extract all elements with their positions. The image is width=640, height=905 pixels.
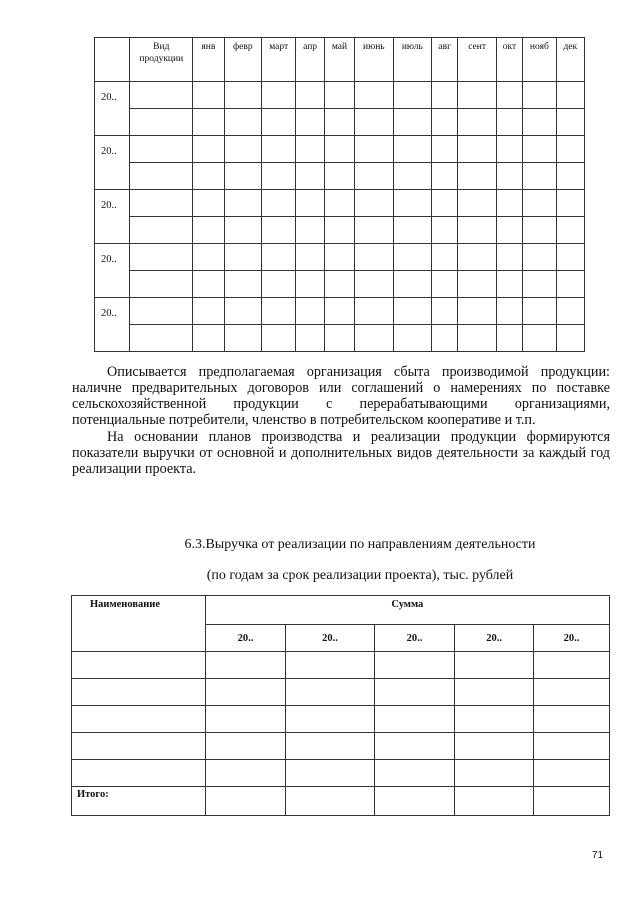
table-cell <box>355 325 393 352</box>
header-month: июнь <box>355 38 393 82</box>
table-cell <box>355 82 393 109</box>
header-sum: Сумма <box>205 596 609 625</box>
table-cell <box>458 136 496 163</box>
table-header-row <box>72 596 610 625</box>
table-cell <box>355 163 393 190</box>
table-cell <box>262 82 296 109</box>
table-cell <box>286 679 374 706</box>
table-cell <box>534 787 610 816</box>
section-subheading: (по годам за срок реализации проекта), тыс. рублей <box>206 568 514 583</box>
table-cell <box>130 136 193 163</box>
production-by-month-table <box>94 37 585 352</box>
table-cell <box>72 733 206 760</box>
table-row <box>95 271 585 298</box>
table-cell <box>393 190 431 217</box>
table-cell <box>262 217 296 244</box>
table-cell <box>130 163 193 190</box>
table-cell <box>205 760 286 787</box>
header-year: 20.. <box>455 625 534 652</box>
table-cell <box>355 244 393 271</box>
table-cell <box>72 706 206 733</box>
table-cell <box>556 163 584 190</box>
table-cell <box>458 82 496 109</box>
table-cell <box>262 325 296 352</box>
year-label: 20.. <box>95 190 130 244</box>
table-cell <box>205 679 286 706</box>
table-cell <box>432 325 458 352</box>
table-cell <box>324 82 354 109</box>
table-cell <box>496 190 522 217</box>
total-row <box>72 787 610 816</box>
table-cell <box>455 760 534 787</box>
table-cell <box>324 244 354 271</box>
table-cell <box>296 271 324 298</box>
table-cell <box>72 760 206 787</box>
header-year: 20.. <box>374 625 455 652</box>
table-cell <box>224 298 261 325</box>
table-cell <box>262 109 296 136</box>
header-month: дек <box>556 38 584 82</box>
table-cell <box>224 190 261 217</box>
table-row <box>95 244 585 271</box>
table-cell <box>355 109 393 136</box>
table-header-row <box>95 38 585 82</box>
table-cell <box>496 163 522 190</box>
header-month: окт <box>496 38 522 82</box>
table-cell <box>296 190 324 217</box>
table-cell <box>496 298 522 325</box>
table-cell <box>523 244 556 271</box>
table-cell <box>193 217 224 244</box>
table-cell <box>355 136 393 163</box>
table-cell <box>496 271 522 298</box>
table-cell <box>523 298 556 325</box>
table-cell <box>374 706 455 733</box>
table-cell <box>130 217 193 244</box>
table-row <box>95 163 585 190</box>
table-cell <box>286 787 374 816</box>
table-cell <box>556 325 584 352</box>
header-month: июль <box>393 38 431 82</box>
table-cell <box>393 325 431 352</box>
table-cell <box>324 163 354 190</box>
table-cell <box>193 325 224 352</box>
table-cell <box>534 652 610 679</box>
table-cell <box>556 109 584 136</box>
table-cell <box>224 244 261 271</box>
table-cell <box>224 136 261 163</box>
table-cell <box>455 706 534 733</box>
paragraph-revenue-indicators: На основании планов производства и реализации продукции формируются показатели выручки от основной и дополнительных видов деятельности за каждый год реализации проекта. <box>72 429 610 477</box>
table-cell <box>432 298 458 325</box>
table-cell <box>324 298 354 325</box>
table-row <box>72 652 610 679</box>
table-cell <box>374 733 455 760</box>
header-month: апр <box>296 38 324 82</box>
table-cell <box>193 163 224 190</box>
table-cell <box>296 109 324 136</box>
table-cell <box>224 109 261 136</box>
table-row <box>95 136 585 163</box>
paragraph-sales-organization: Описывается предполагаемая организация сбыта производимой продукции: наличне предварительных договоров или соглашений о намерениях по поставке сельскохозяйственной продукции с перерабатывающими организациями, потенциальные потребители, членство в потребительском кооперативе и т.п. <box>72 364 610 428</box>
table-cell <box>374 652 455 679</box>
table-cell <box>523 109 556 136</box>
table-cell <box>534 760 610 787</box>
table-cell <box>130 271 193 298</box>
table-cell <box>432 136 458 163</box>
table-cell <box>523 82 556 109</box>
header-month: май <box>324 38 354 82</box>
table-cell <box>455 733 534 760</box>
table-cell <box>262 298 296 325</box>
table-cell <box>130 325 193 352</box>
table-cell <box>355 271 393 298</box>
table-cell <box>286 733 374 760</box>
table-cell <box>205 787 286 816</box>
header-month: март <box>262 38 296 82</box>
table-row <box>72 706 610 733</box>
table-cell <box>393 163 431 190</box>
table-cell <box>262 190 296 217</box>
table-cell <box>224 82 261 109</box>
table-cell <box>556 136 584 163</box>
year-label: 20.. <box>95 82 130 136</box>
table-cell <box>72 679 206 706</box>
table-cell <box>286 760 374 787</box>
table-cell <box>262 244 296 271</box>
table-cell <box>193 109 224 136</box>
table-cell <box>455 787 534 816</box>
section-heading: 6.3.Выручка от реализации по направлениям деятельности <box>184 537 536 552</box>
table-cell <box>130 190 193 217</box>
table-cell <box>374 787 455 816</box>
table-cell <box>458 325 496 352</box>
table-cell <box>393 271 431 298</box>
table-cell <box>324 217 354 244</box>
table-cell <box>296 163 324 190</box>
table-cell <box>130 298 193 325</box>
header-month: авг <box>432 38 458 82</box>
table-cell <box>432 217 458 244</box>
table-cell <box>374 679 455 706</box>
table-cell <box>324 109 354 136</box>
table-cell <box>224 217 261 244</box>
table-cell <box>324 190 354 217</box>
table-row <box>95 298 585 325</box>
table-cell <box>432 190 458 217</box>
table-cell <box>458 217 496 244</box>
table-cell <box>523 190 556 217</box>
table-cell <box>286 652 374 679</box>
table-cell <box>193 298 224 325</box>
table-cell <box>72 652 206 679</box>
table-cell <box>355 298 393 325</box>
header-month: нояб <box>523 38 556 82</box>
header-name: Наименование <box>72 596 206 652</box>
table-cell <box>556 298 584 325</box>
table-row <box>95 109 585 136</box>
table-cell <box>496 217 522 244</box>
table-cell <box>432 271 458 298</box>
table-cell <box>130 244 193 271</box>
table-cell <box>393 136 431 163</box>
table-cell <box>496 109 522 136</box>
table-cell <box>130 109 193 136</box>
table-cell <box>496 244 522 271</box>
table-cell <box>393 109 431 136</box>
year-label: 20.. <box>95 136 130 190</box>
total-label: Итого: <box>72 787 206 816</box>
table-cell <box>458 271 496 298</box>
table-cell <box>296 298 324 325</box>
revenue-table <box>71 595 610 816</box>
table-row <box>72 760 610 787</box>
table-row <box>72 733 610 760</box>
table-cell <box>286 706 374 733</box>
table-cell <box>534 679 610 706</box>
table-cell <box>224 271 261 298</box>
table-cell <box>324 271 354 298</box>
table-cell <box>556 217 584 244</box>
table-cell <box>432 163 458 190</box>
table-cell <box>458 163 496 190</box>
table-cell <box>556 190 584 217</box>
table-cell <box>496 136 522 163</box>
table-cell <box>432 82 458 109</box>
table-row <box>95 217 585 244</box>
table-cell <box>193 244 224 271</box>
table-cell <box>262 136 296 163</box>
table-cell <box>130 82 193 109</box>
year-label: 20.. <box>95 298 130 352</box>
table-cell <box>393 244 431 271</box>
table-cell <box>374 760 455 787</box>
table-cell <box>432 109 458 136</box>
table-cell <box>224 163 261 190</box>
table-cell <box>455 679 534 706</box>
table-cell <box>496 325 522 352</box>
header-month: янв <box>193 38 224 82</box>
page-number: 71 <box>592 850 604 861</box>
table-cell <box>534 733 610 760</box>
table-cell <box>523 325 556 352</box>
year-label: 20.. <box>95 244 130 298</box>
table-cell <box>193 271 224 298</box>
table-cell <box>193 82 224 109</box>
table-cell <box>205 652 286 679</box>
table-cell <box>355 217 393 244</box>
table-cell <box>556 271 584 298</box>
table-cell <box>458 244 496 271</box>
header-year: 20.. <box>286 625 374 652</box>
header-year: 20.. <box>534 625 610 652</box>
table-cell <box>296 136 324 163</box>
header-month: февр <box>224 38 261 82</box>
table-row <box>72 679 610 706</box>
table-cell <box>393 217 431 244</box>
table-cell <box>393 298 431 325</box>
table-cell <box>355 190 393 217</box>
table-cell <box>224 325 261 352</box>
table-cell <box>455 652 534 679</box>
table-cell <box>296 82 324 109</box>
table-cell <box>262 163 296 190</box>
table-cell <box>296 325 324 352</box>
table-cell <box>523 163 556 190</box>
table-cell <box>523 136 556 163</box>
table-cell <box>432 244 458 271</box>
table-cell <box>496 82 522 109</box>
table-cell <box>205 733 286 760</box>
header-empty-cell <box>95 38 130 82</box>
table-cell <box>324 136 354 163</box>
table-cell <box>324 325 354 352</box>
table-row <box>95 190 585 217</box>
table-row <box>95 325 585 352</box>
table-cell <box>262 271 296 298</box>
table-row <box>95 82 585 109</box>
header-month: сент <box>458 38 496 82</box>
table-cell <box>193 136 224 163</box>
table-cell <box>458 298 496 325</box>
table-cell <box>556 244 584 271</box>
header-product-type: Вид продукции <box>130 38 193 82</box>
header-year: 20.. <box>205 625 286 652</box>
table-cell <box>556 82 584 109</box>
table-cell <box>523 271 556 298</box>
table-cell <box>296 244 324 271</box>
table-cell <box>193 190 224 217</box>
table-cell <box>534 706 610 733</box>
table-cell <box>393 82 431 109</box>
table-cell <box>523 217 556 244</box>
table-cell <box>458 190 496 217</box>
table-cell <box>458 109 496 136</box>
table-cell <box>205 706 286 733</box>
table-cell <box>296 217 324 244</box>
